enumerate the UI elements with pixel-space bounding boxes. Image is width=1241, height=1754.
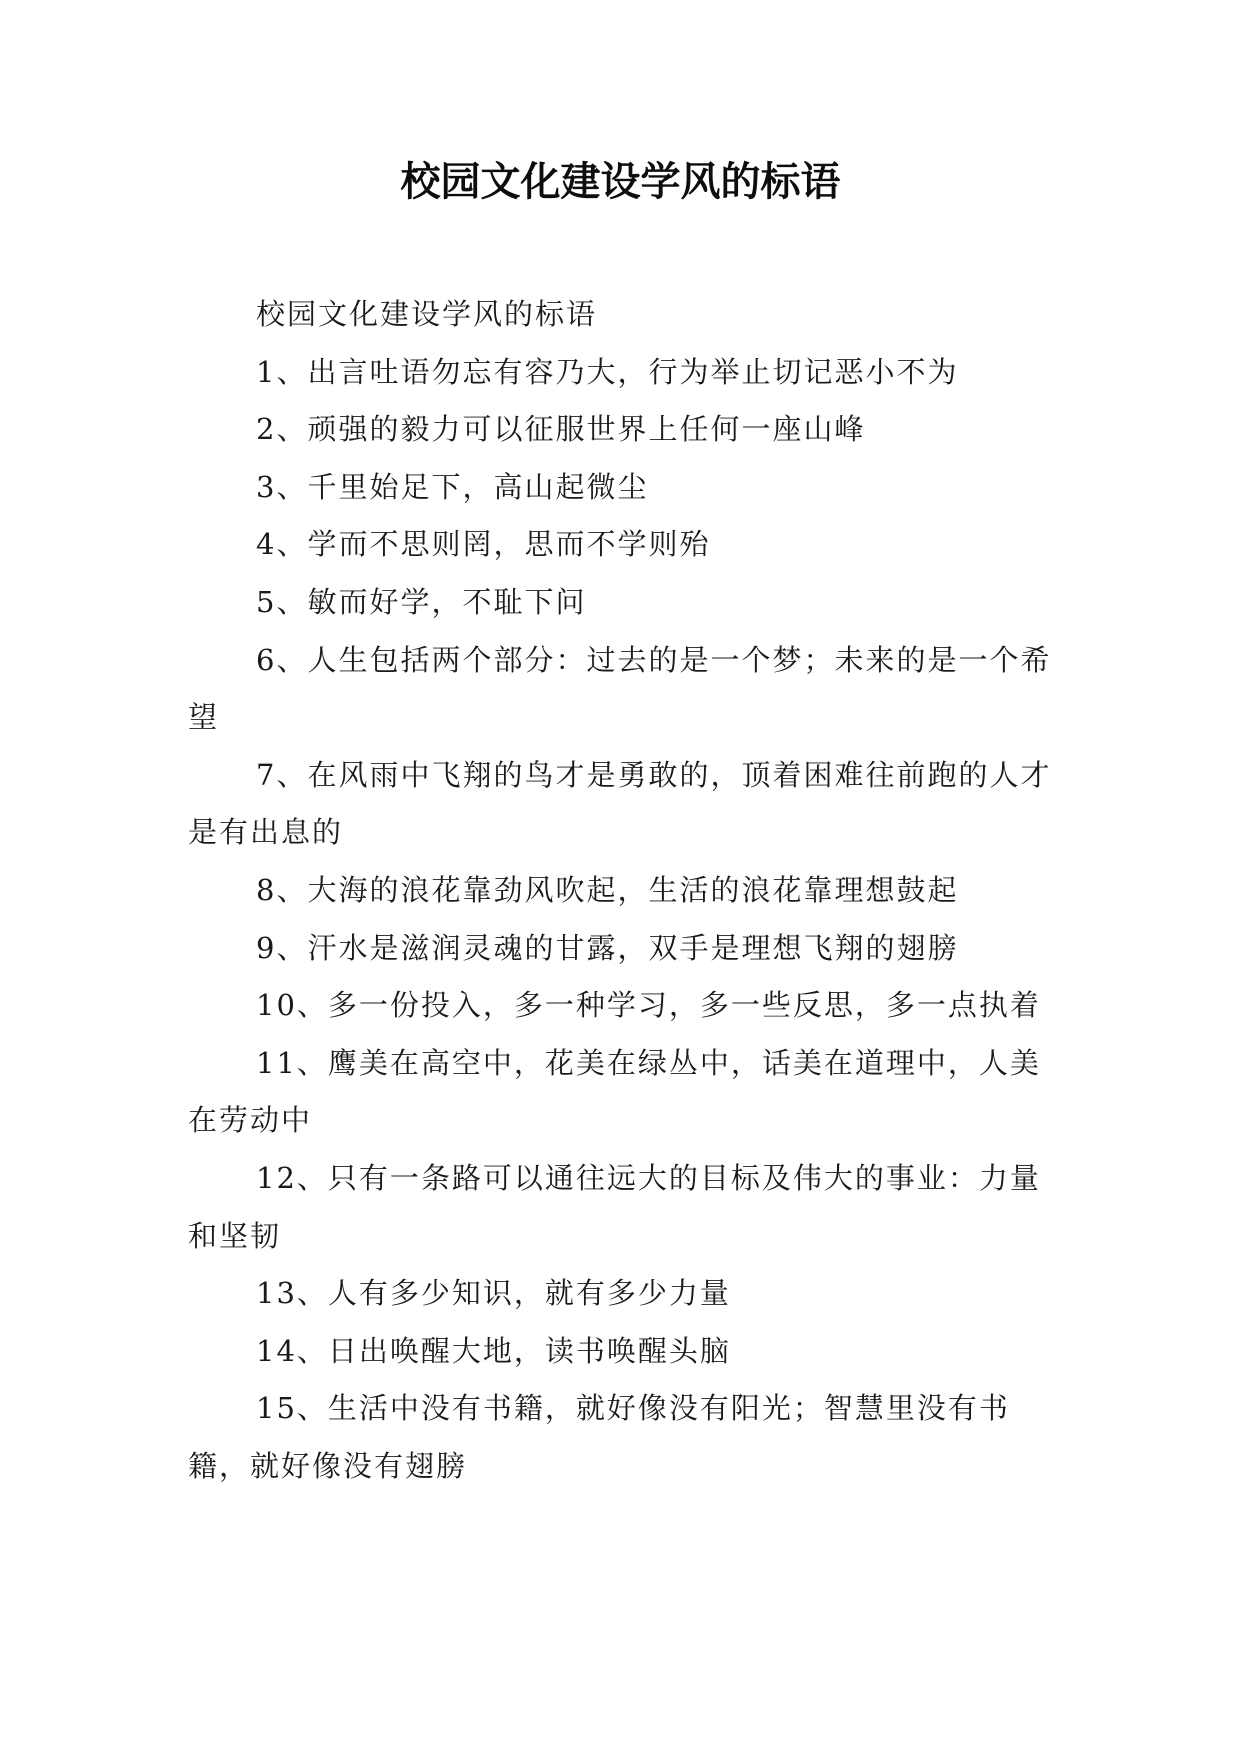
slogan-item-12: 12、只有一条路可以通往远大的目标及伟大的事业：力量和坚韧 <box>188 1160 1041 1253</box>
slogan-item-13: 13、人有多少知识，就有多少力量 <box>256 1276 731 1311</box>
slogan-item-5: 5、敏而好学，不耻下问 <box>256 584 587 619</box>
slogan-item-14: 14、日出唤醒大地，读书唤醒头脑 <box>256 1333 731 1368</box>
slogan-item-2: 2、顽强的毅力可以征服世界上任何一座山峰 <box>256 412 866 447</box>
slogan-item-10: 10、多一份投入，多一种学习，多一些反思，多一点执着 <box>256 988 1041 1023</box>
slogan-item-9: 9、汗水是滋润灵魂的甘露，双手是理想飞翔的翅膀 <box>256 930 959 965</box>
document-title: 校园文化建设学风的标语 <box>400 159 841 205</box>
slogan-item-3: 3、千里始足下，高山起微尘 <box>256 469 649 504</box>
slogan-item-7: 7、在风雨中飞翔的鸟才是勇敢的，顶着困难往前跑的人才是有出息的 <box>188 757 1052 850</box>
slogan-item-8: 8、大海的浪花靠劲风吹起，生活的浪花靠理想鼓起 <box>256 872 959 907</box>
slogan-item-6: 6、人生包括两个部分：过去的是一个梦；未来的是一个希望 <box>188 642 1052 735</box>
document-body <box>188 286 1056 1495</box>
slogan-item-1: 1、出言吐语勿忘有容乃大，行为举止切记恶小不为 <box>256 354 959 389</box>
paragraph-subtitle: 校园文化建设学风的标语 <box>256 297 598 331</box>
slogan-item-15: 15、生活中没有书籍，就好像没有阳光；智慧里没有书籍，就好像没有翅膀 <box>188 1391 1010 1483</box>
slogan-item-4: 4、学而不思则罔，思而不学则殆 <box>256 527 711 562</box>
slogan-item-11: 11、鹰美在高空中，花美在绿丛中，话美在道理中，人美在劳动中 <box>188 1045 1041 1138</box>
